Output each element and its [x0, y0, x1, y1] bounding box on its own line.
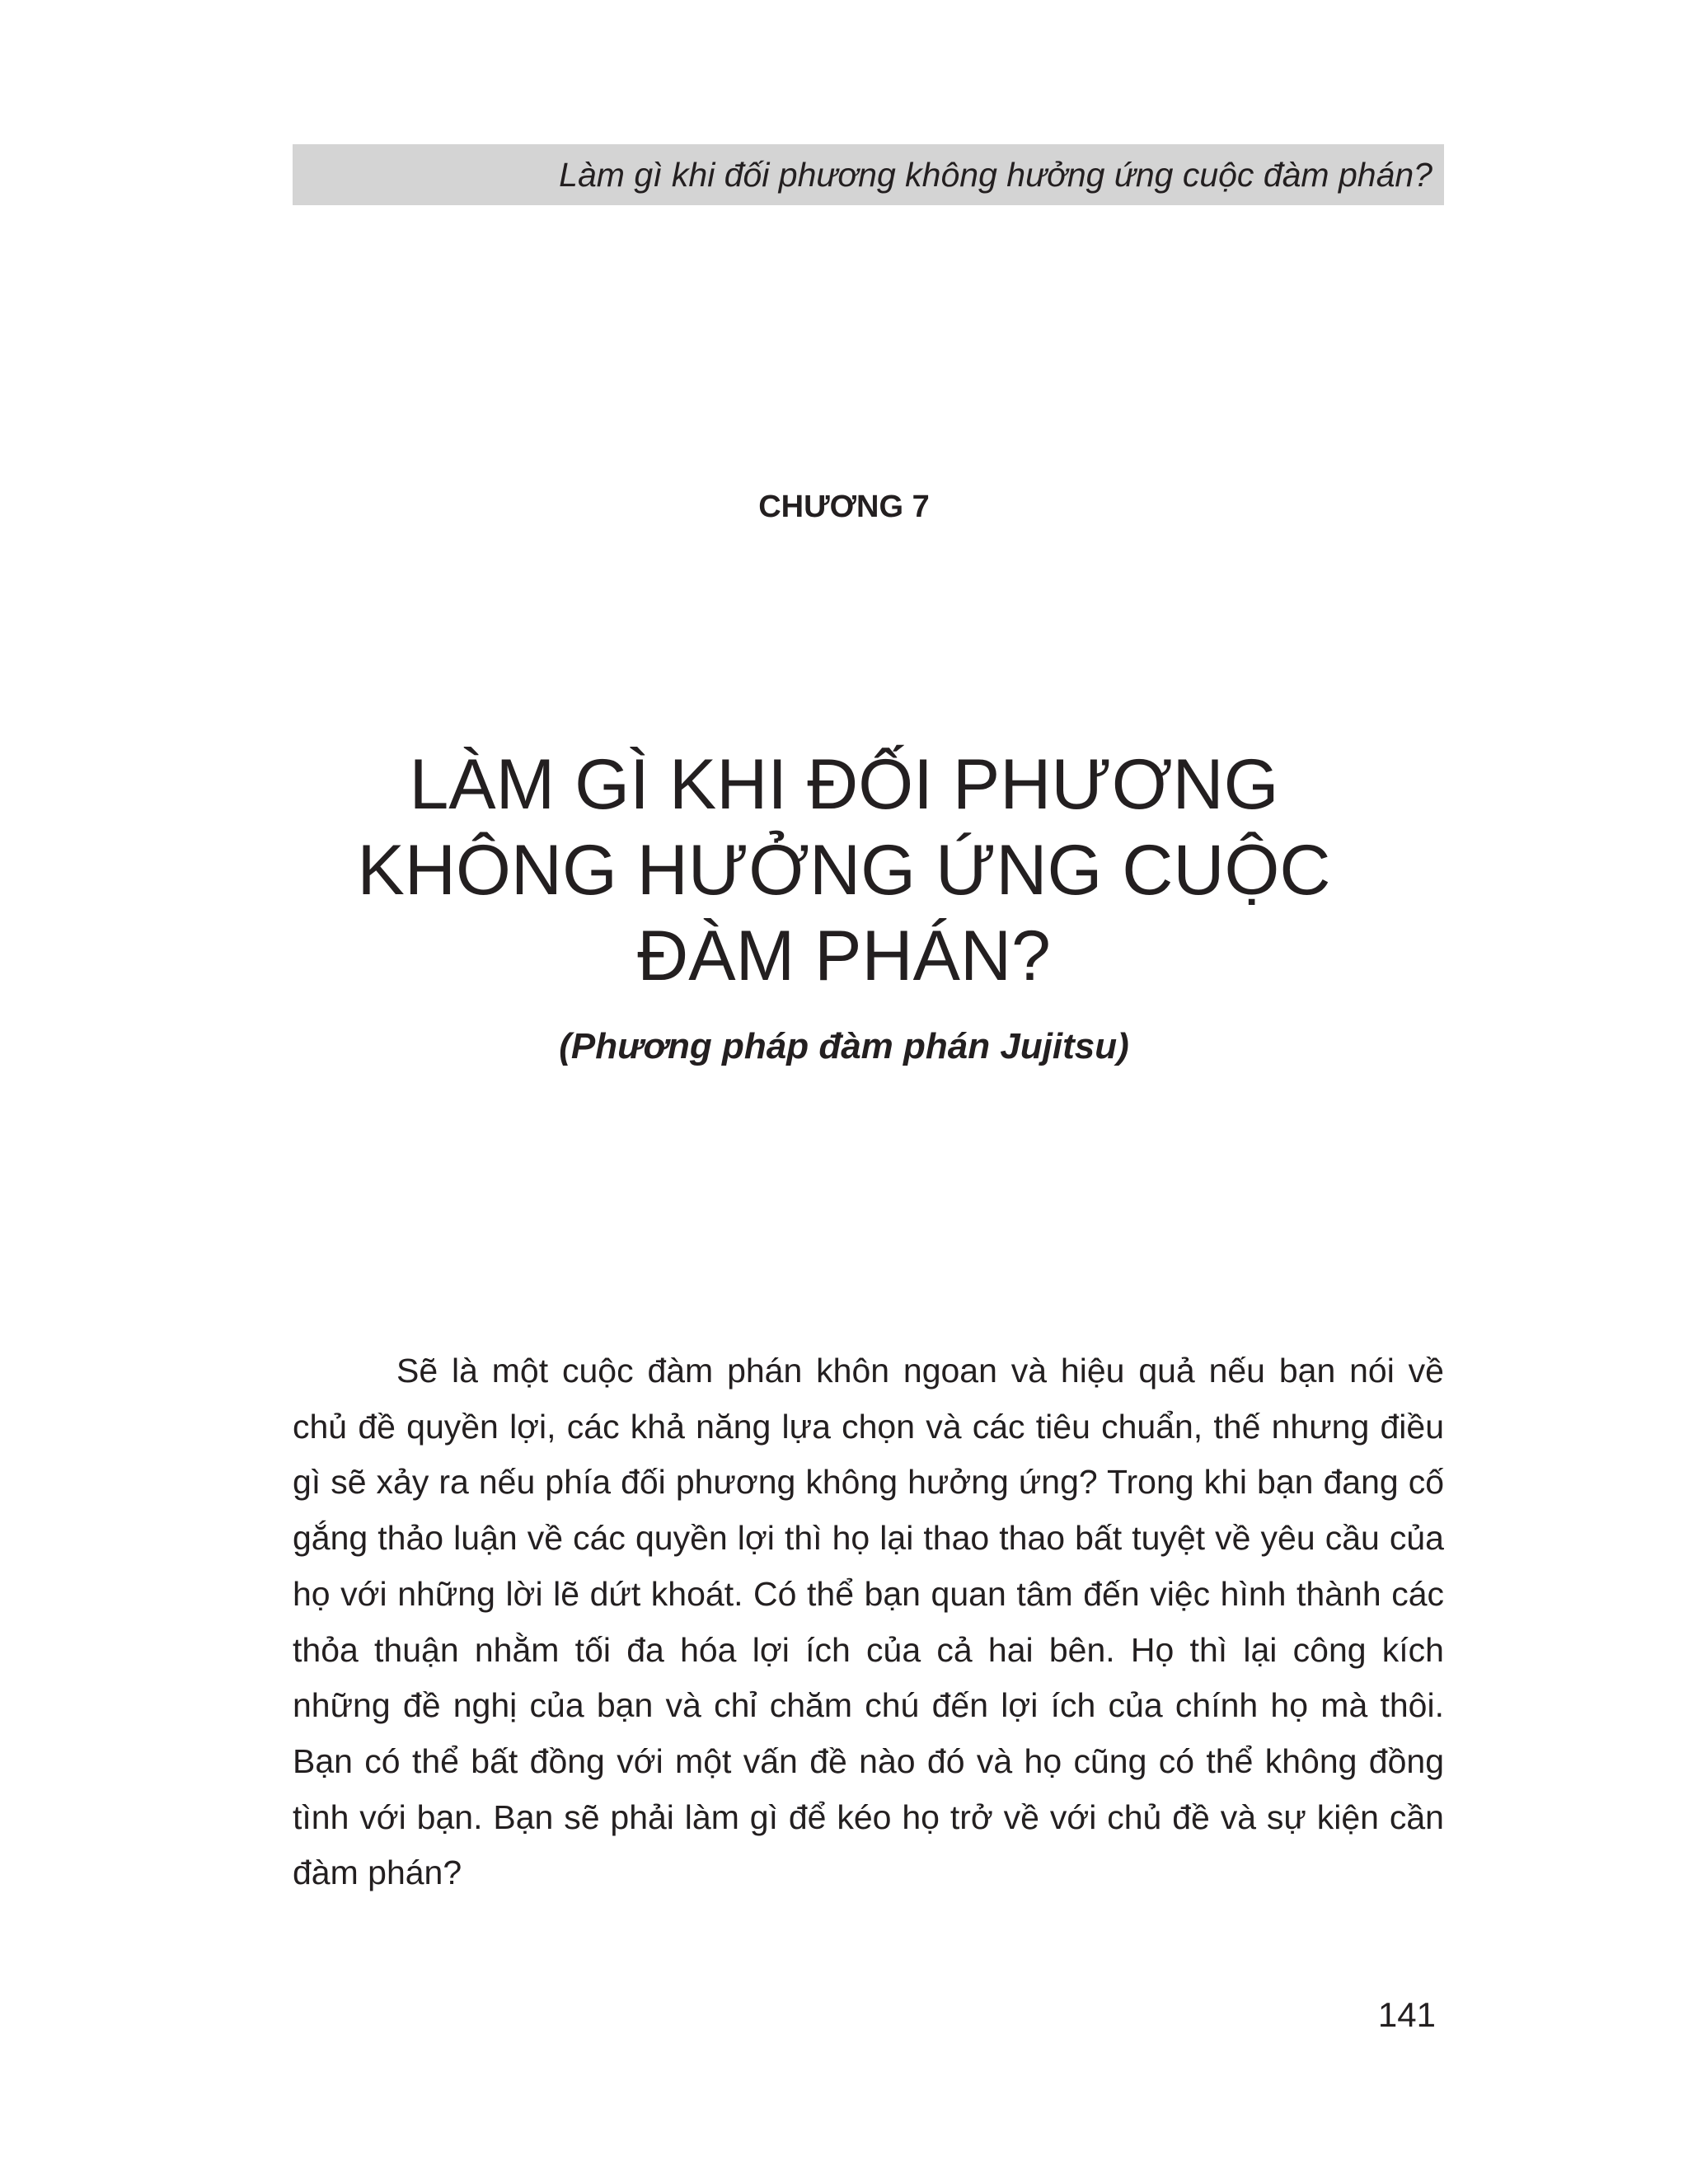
chapter-title-line: LÀM GÌ KHI ĐỐI PHƯƠNG — [409, 745, 1279, 824]
chapter-subtitle: (Phương pháp đàm phán Jujitsu) — [559, 1026, 1129, 1066]
chapter-title — [0, 742, 1688, 999]
chapter-label: CHƯƠNG 7 — [758, 490, 930, 524]
running-header: Làm gì khi đối phương không hưởng ứng cuộc đàm phán? — [293, 144, 1444, 205]
body-paragraph: Sẽ là một cuộc đàm phán khôn ngoan và hiệu quả nếu bạn nói về chủ đề quyền lợi, các khả năng lựa chọn và các tiêu chuẩn, thế nhưng điều gì sẽ xảy ra nếu phía đối phương không hưởng ứng? Trong khi bạn đang cố gắng thảo luận về các quyền lợi thì họ lại thao thao bất tuyệt về yêu cầu của họ với những lời lẽ dứt khoát. Có thể bạn quan tâm đến việc hình thành các thỏa thuận nhằm tối đa hóa lợi ích của cả hai bên. Họ thì lại công kích những đề nghị của bạn và chỉ chăm chú đến lợi ích của chính họ mà thôi. Bạn có thể bất đồng với một vấn đề nào đó và họ cũng có thể không đồng tình với bạn. Bạn sẽ phải làm gì để kéo họ trở về với chủ đề và sự kiện cần đàm phán? — [293, 1352, 1444, 1892]
page-number: 141 — [1377, 1995, 1436, 2034]
chapter-title-line: ĐÀM PHÁN? — [637, 916, 1051, 996]
chapter-title-line: KHÔNG HƯỞNG ỨNG CUỘC — [357, 831, 1331, 910]
